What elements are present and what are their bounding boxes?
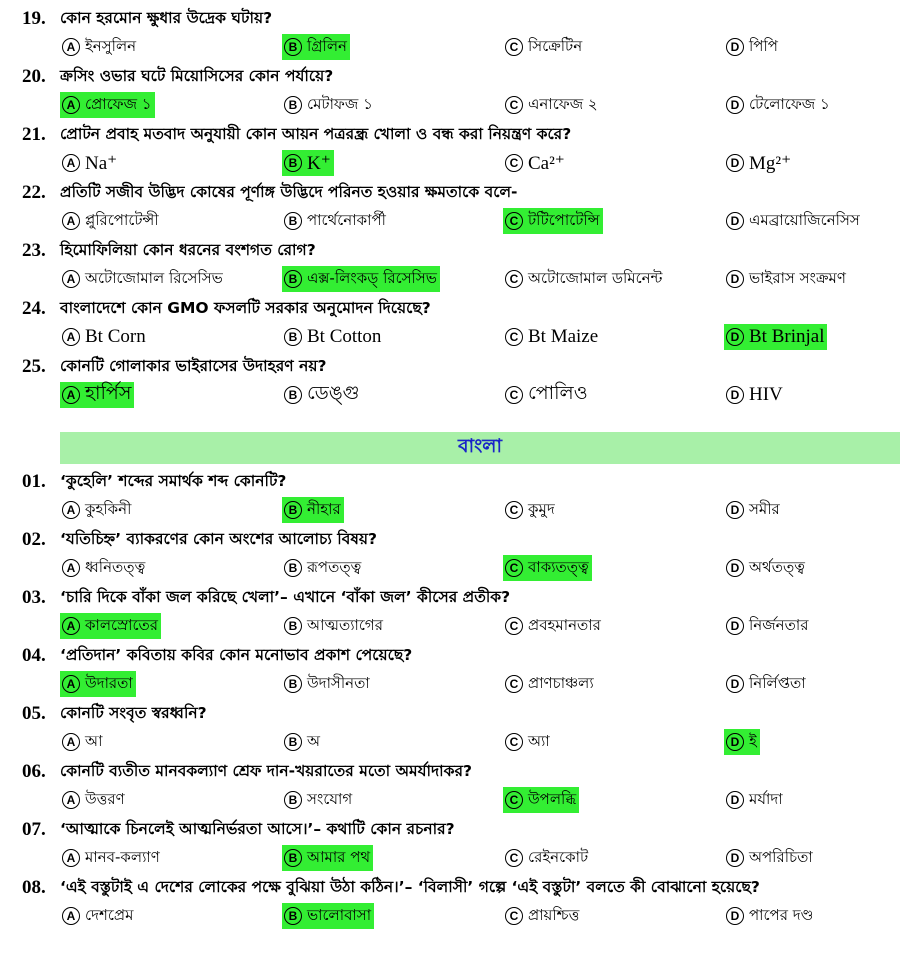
option-b[interactable] [282, 903, 374, 929]
question-line [22, 527, 377, 553]
option-text: অ [307, 731, 320, 750]
option-text: মর্যাদা [749, 789, 783, 808]
option-text: Na⁺ [85, 152, 118, 174]
option-b[interactable] [282, 92, 376, 118]
option-text: প্রোফেজ ১ [85, 94, 152, 113]
option-text: সিক্রেটিন [528, 36, 583, 55]
option-b[interactable] [282, 34, 350, 60]
question-text: ‘কুহেলি’ শব্দের সমার্থক শব্দ কোনটি? [60, 472, 287, 490]
option-text: অটোজোমাল রিসেসিভ [85, 268, 223, 287]
option-letter-badge: A [62, 154, 80, 172]
option-text: আ [85, 731, 103, 750]
option-letter-badge: B [284, 38, 302, 56]
option-text: অ্যা [528, 731, 550, 750]
question-number: 04. [22, 645, 46, 666]
option-text: ইনসুলিন [85, 36, 137, 55]
option-text: Bt Maize [528, 326, 599, 347]
question-number: 21. [22, 124, 46, 145]
option-letter-badge: D [726, 386, 744, 404]
option-b[interactable] [282, 382, 362, 408]
option-a[interactable] [60, 671, 136, 697]
option-letter-badge: A [62, 212, 80, 230]
option-c[interactable] [503, 382, 591, 408]
question-text: বাংলাদেশে কোন GMO ফসলটি সরকার অনুমোদন দিয়েছে? [60, 299, 431, 317]
option-c[interactable] [503, 324, 601, 350]
question-number: 23. [22, 240, 46, 261]
option-d[interactable] [724, 34, 781, 60]
option-letter-badge: D [726, 38, 744, 56]
option-letter-badge: C [505, 849, 523, 867]
question-line [22, 296, 431, 322]
option-text: উত্তরণ [85, 789, 125, 808]
option-c[interactable] [503, 787, 579, 813]
question-number: 02. [22, 529, 46, 550]
question-text: ‘যতিচিহ্ন’ ব্যাকরণের কোন অংশের আলোচ্য বিষয়? [60, 530, 378, 548]
option-b[interactable] [282, 671, 373, 697]
option-text: অটোজোমাল ডমিনেন্ট [528, 268, 663, 287]
option-text: পাপের দণ্ড [749, 905, 814, 924]
option-text: দেশপ্রেম [85, 905, 134, 924]
option-b[interactable] [282, 729, 323, 755]
option-letter-badge: C [505, 96, 523, 114]
option-d[interactable] [724, 324, 827, 350]
option-text: টেলোফেজ ১ [749, 94, 830, 113]
option-b[interactable] [282, 845, 373, 871]
question-text: ‘প্রতিদান’ কবিতায় কবির কোন মনোভাব প্রকাশ পেয়েছে? [60, 646, 413, 664]
question-text: ক্রসিং ওভার ঘটে মিয়োসিসের কোন পর্যায়ে? [60, 67, 334, 85]
question-number: 22. [22, 182, 46, 203]
option-text: Mg²⁺ [749, 152, 792, 174]
option-text: ভাইরাস সংক্রমণ [749, 268, 846, 287]
option-text: এনাফেজ ২ [528, 94, 598, 113]
question-text: ‘এই বস্তুটাই এ দেশের লোকের পক্ষে বুঝিয়া উঠা কঠিন।’– ‘বিলাসী’ গল্পে ‘এই বস্তুটা’ বলতে কী বোঝানো হয়েছে? [60, 878, 760, 896]
option-d[interactable] [724, 555, 808, 581]
option-text: নির্লিপ্ততা [749, 673, 806, 692]
option-letter-badge: B [284, 96, 302, 114]
option-letter-badge: D [726, 733, 744, 751]
option-letter-badge: B [284, 849, 302, 867]
question-line [22, 6, 272, 32]
question-number: 19. [22, 8, 46, 29]
option-b[interactable] [282, 613, 386, 639]
option-c[interactable] [503, 671, 597, 697]
option-text: পার্থেনোকার্পী [307, 210, 386, 229]
option-text: ভালোবাসা [307, 905, 372, 924]
option-c[interactable] [503, 34, 585, 60]
option-letter-badge: C [505, 559, 523, 577]
option-letter-badge: A [62, 559, 80, 577]
option-letter-badge: B [284, 907, 302, 925]
option-b[interactable] [282, 555, 364, 581]
question-line [22, 469, 286, 495]
question-number: 08. [22, 877, 46, 898]
option-text: পিপি [749, 36, 778, 55]
option-text: কালস্রোতের [85, 615, 159, 634]
option-letter-badge: C [505, 791, 523, 809]
question-text: প্রোটন প্রবাহ মতবাদ অনুযায়ী কোন আয়ন পত্ররন্ধ্র খোলা ও বন্ধ করা নিয়ন্ত্রণ করে? [60, 125, 572, 143]
option-letter-badge: A [62, 791, 80, 809]
option-a[interactable] [60, 903, 136, 929]
option-c[interactable] [503, 92, 601, 118]
option-c[interactable] [503, 150, 568, 176]
question-line [22, 238, 316, 264]
option-b[interactable] [282, 324, 384, 350]
option-letter-badge: C [505, 154, 523, 172]
section-title: বাংলা [458, 435, 502, 457]
option-d[interactable] [724, 208, 863, 234]
option-letter-badge: D [726, 849, 744, 867]
option-d[interactable] [724, 845, 816, 871]
option-c[interactable] [503, 903, 582, 929]
question-number: 20. [22, 66, 46, 87]
option-c[interactable] [503, 497, 558, 523]
option-d[interactable] [724, 613, 811, 639]
option-text: নীহার [307, 499, 341, 518]
option-text: Bt Brinjal [749, 326, 825, 347]
question-line [22, 875, 760, 901]
option-a[interactable] [60, 34, 139, 60]
question-number: 07. [22, 819, 46, 840]
option-text: উদারতা [85, 673, 133, 692]
option-c[interactable] [503, 613, 604, 639]
option-a[interactable] [60, 497, 134, 523]
option-letter-badge: A [62, 907, 80, 925]
question-text: কোনটি সংবৃত স্বরধ্বনি? [60, 704, 207, 722]
option-letter-badge: D [726, 154, 744, 172]
question-line [22, 64, 333, 90]
question-number: 06. [22, 761, 46, 782]
option-letter-badge: A [62, 38, 80, 56]
option-letter-badge: B [284, 733, 302, 751]
option-text: Bt Cotton [307, 326, 382, 347]
question-number: 05. [22, 703, 46, 724]
option-text: নির্জনতার [749, 615, 809, 634]
option-letter-badge: C [505, 907, 523, 925]
option-letter-badge: A [62, 96, 80, 114]
option-d[interactable] [724, 729, 760, 755]
question-line [22, 585, 510, 611]
option-letter-badge: C [505, 270, 523, 288]
question-line [22, 817, 455, 843]
option-a[interactable] [60, 729, 106, 755]
option-text: মানব-কল্যাণ [85, 847, 160, 866]
option-letter-badge: A [62, 617, 80, 635]
option-letter-badge: C [505, 386, 523, 404]
option-letter-badge: B [284, 212, 302, 230]
question-text: কোনটি গোলাকার ভাইরাসের উদাহরণ নয়? [60, 357, 327, 375]
option-text: Ca²⁺ [528, 152, 565, 174]
option-text: প্লুরিপোটেন্সী [85, 210, 159, 229]
option-d[interactable] [724, 150, 794, 176]
question-text: কোনটি ব্যতীত মানবকল্যাণ শ্রেফ দান-খয়রাতের মতো অমর্যাদাকর? [60, 762, 473, 780]
option-text: মেটাফজ ১ [307, 94, 373, 113]
option-letter-badge: B [284, 270, 302, 288]
option-text: উপলব্ধি [528, 789, 577, 808]
option-letter-badge: D [726, 328, 744, 346]
option-c[interactable] [503, 845, 591, 871]
option-d[interactable] [724, 497, 783, 523]
question-number: 03. [22, 587, 46, 608]
option-letter-badge: D [726, 559, 744, 577]
option-letter-badge: D [726, 907, 744, 925]
question-text: প্রতিটি সজীব উদ্ভিদ কোষের পূর্ণাঙ্গ উদ্ভিদে পরিনত হওয়ার ক্ষমতাকে বলে- [60, 183, 518, 201]
option-b[interactable] [282, 208, 389, 234]
question-text: হিমোফিলিয়া কোন ধরনের বংশগত রোগ? [60, 241, 316, 259]
option-a[interactable] [60, 208, 162, 234]
option-a[interactable] [60, 845, 163, 871]
option-letter-badge: D [726, 501, 744, 519]
option-a[interactable] [60, 787, 128, 813]
section-header [60, 432, 900, 464]
option-text: প্রায়শ্চিত্ত [528, 905, 580, 924]
option-text: আমার পথ [307, 847, 371, 866]
option-b[interactable] [282, 150, 334, 176]
option-letter-badge: B [284, 675, 302, 693]
question-number: 01. [22, 471, 46, 492]
option-letter-badge: B [284, 559, 302, 577]
option-text: অর্থতত্ত্ব [749, 557, 805, 576]
option-text: K⁺ [307, 152, 331, 174]
question-number: 24. [22, 298, 46, 319]
option-letter-badge: B [284, 328, 302, 346]
option-letter-badge: A [62, 849, 80, 867]
question-line [22, 759, 472, 785]
option-a[interactable] [60, 555, 148, 581]
option-letter-badge: C [505, 212, 523, 230]
option-letter-badge: A [62, 733, 80, 751]
question-line [22, 180, 517, 206]
option-a[interactable] [60, 266, 226, 292]
option-b[interactable] [282, 787, 355, 813]
option-letter-badge: C [505, 501, 523, 519]
option-text: উদাসীনতা [307, 673, 370, 692]
option-letter-badge: D [726, 791, 744, 809]
option-text: কুহকিনী [85, 499, 132, 518]
option-a[interactable] [60, 613, 161, 639]
option-c[interactable] [503, 208, 603, 234]
option-letter-badge: A [62, 501, 80, 519]
option-c[interactable] [503, 266, 665, 292]
option-text: আত্মত্যাগের [307, 615, 384, 634]
option-d[interactable] [724, 671, 809, 697]
option-letter-badge: A [62, 328, 80, 346]
option-text: প্রবহমানতার [528, 615, 601, 634]
option-text: সমীর [749, 499, 780, 518]
option-text: ই [749, 731, 757, 750]
option-d[interactable] [724, 787, 786, 813]
question-number: 25. [22, 356, 46, 377]
option-letter-badge: C [505, 38, 523, 56]
option-text: এমব্রায়োজিনেসিস [749, 210, 860, 229]
option-letter-badge: D [726, 96, 744, 114]
option-letter-badge: C [505, 733, 523, 751]
option-b[interactable] [282, 497, 344, 523]
option-text: হার্পিস [85, 383, 132, 404]
option-a[interactable] [60, 324, 149, 350]
option-letter-badge: D [726, 617, 744, 635]
option-letter-badge: B [284, 501, 302, 519]
option-text: সংযোগ [307, 789, 353, 808]
question-text: ‘আত্মাকে চিনলেই আত্মনির্ভরতা আসে।’– কথাটি কোন রচনার? [60, 820, 455, 838]
option-letter-badge: D [726, 270, 744, 288]
option-letter-badge: A [62, 270, 80, 288]
option-d[interactable] [724, 903, 816, 929]
question-text: ‘চারি দিকে বাঁকা জল করিছে খেলা’– এখানে ‘বাঁকা জল’ কীসের প্রতীক? [60, 588, 511, 606]
option-text: এক্স-লিংকড্ রিসেসিভ [307, 268, 437, 287]
option-text: রেইনকোট [528, 847, 589, 866]
question-line [22, 701, 207, 727]
option-c[interactable] [503, 555, 592, 581]
option-letter-badge: C [505, 328, 523, 346]
option-text: গ্রিলিন [307, 36, 347, 55]
option-d[interactable] [724, 266, 849, 292]
option-text: রূপতত্ত্ব [307, 557, 362, 576]
option-a[interactable] [60, 92, 155, 118]
option-d[interactable] [724, 92, 833, 118]
option-letter-badge: B [284, 386, 302, 404]
option-letter-badge: A [62, 675, 80, 693]
option-text: বাক্যতত্ত্ব [528, 557, 589, 576]
option-letter-badge: D [726, 675, 744, 693]
option-text: Bt Corn [85, 326, 146, 347]
question-line [22, 643, 412, 669]
option-letter-badge: B [284, 791, 302, 809]
option-text: HIV [749, 384, 783, 405]
question-line [22, 354, 326, 380]
question-text: কোন হরমোন ক্ষুধার উদ্রেক ঘটায়? [60, 9, 273, 27]
option-text: পোলিও [528, 383, 588, 404]
option-text: প্রাণচাঞ্চল্য [528, 673, 594, 692]
option-d[interactable] [724, 382, 786, 408]
option-letter-badge: B [284, 617, 302, 635]
option-text: ডেঙ্গু [307, 383, 360, 404]
option-b[interactable] [282, 266, 440, 292]
option-letter-badge: A [62, 386, 80, 404]
option-letter-badge: C [505, 617, 523, 635]
option-letter-badge: C [505, 675, 523, 693]
option-c[interactable] [503, 729, 553, 755]
option-letter-badge: D [726, 212, 744, 230]
option-text: টটিপোটেন্সি [528, 210, 600, 229]
option-a[interactable] [60, 382, 134, 408]
option-letter-badge: B [284, 154, 302, 172]
option-text: ধ্বনিতত্ত্ব [85, 557, 146, 576]
option-text: কুমুদ [528, 499, 555, 518]
option-a[interactable] [60, 150, 120, 176]
option-text: অপরিচিতা [749, 847, 813, 866]
question-line [22, 122, 571, 148]
